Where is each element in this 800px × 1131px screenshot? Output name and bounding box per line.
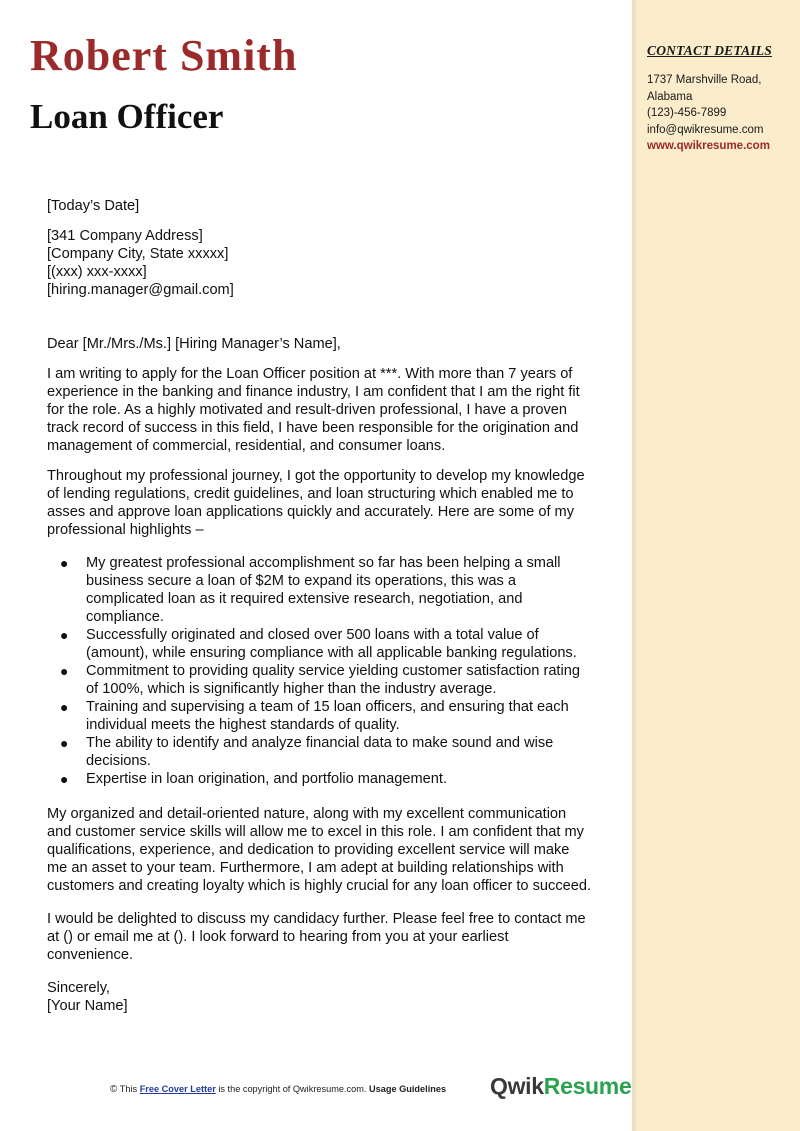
copyright-icon: © [110,1084,118,1095]
bullet-icon: ● [60,663,69,679]
list-item-text: Expertise in loan origination, and portfolio management. [86,771,448,787]
list-item-text: The ability to identify and analyze financial data to make sound and wise decisions. [86,735,554,769]
salutation: Dear [Mr./Mrs./Ms.] [Hiring Manager’s Name], [47,336,341,352]
bullet-icon: ● [60,627,69,643]
footer-prefix: This [119,1084,138,1094]
contact-phone: (123)-456-7899 [647,107,727,119]
list-item-text: Commitment to providing quality service yielding customer satisfaction rating of 100%, which is significantly higher than the industry average. [86,663,580,697]
sidebar-stripe [632,0,636,1131]
list-item-text: Training and supervising a team of 15 loan officers, and ensuring that each individual meets the highest standards of quality. [86,699,569,733]
list-item [47,626,592,662]
contact-website[interactable]: www.qwikresume.com [647,140,770,152]
recipient-block [47,227,592,299]
recipient-address: [341 Company Address] [47,228,203,244]
bullet-icon: ● [60,699,69,715]
contact-address-line2: Alabama [647,90,693,103]
paragraph-journey: Throughout my professional journey, I got the opportunity to develop my knowledge of lending regulations, credit guidelines, and loan structuring which enabled me to asses and approve loan applications quickly and accurately. Here are some of my professional highlights – [47,468,585,538]
usage-guidelines-link[interactable]: Usage Guidelines [368,1084,447,1094]
recipient-city: [Company City, State xxxxx] [47,246,229,262]
list-item [47,554,592,626]
paragraph-closing: I would be delighted to discuss my candidacy further. Please feel free to contact me at () or email me at (). I look forward to hearing from you at your earliest convenience. [47,911,586,963]
list-item-text: Successfully originated and closed over 500 loans with a total value of (amount), while ensuring compliance with all applicable banking regulations. [86,627,577,661]
contact-sidebar [632,0,800,1131]
job-title: Loan Officer [30,97,224,136]
list-item [47,698,592,734]
applicant-name: Robert Smith [30,31,298,80]
footer-copyright [110,1084,446,1095]
signature: [Your Name] [47,998,128,1014]
contact-details [647,72,797,155]
paragraph-qualities: My organized and detail-oriented nature, along with my excellent communication and customer service skills will allow me to excel in this role. I am confident that my qualifications, experience, and dedication to providing excellent service will make me an asset to your team. Furthermore, I am adept at building relationships with customers and creating loyalty which is highly crucial for any loan officer to succeed. [47,806,592,894]
list-item [47,662,592,698]
footer-middle: is the copyright of Qwikresume.com. [218,1084,367,1094]
paragraph-intro: I am writing to apply for the Loan Officer position at ***. With more than 7 years of experience in the banking and finance industry, I am confident that I am the right fit for the role. As a highly motivated and result-driven professional, I have a proven track record of success in this field, I have been responsible for the origination and management of commercial, residential, and consumer loans. [47,366,580,454]
logo-part-qwik: Qwik [490,1073,544,1099]
bullet-icon: ● [60,735,69,751]
contact-heading: CONTACT DETAILS [647,43,772,58]
logo-part-resume: Resume [543,1073,632,1099]
recipient-phone: [(xxx) xxx-xxxx] [47,264,147,280]
letter-date: [Today’s Date] [47,198,140,214]
closing: Sincerely, [47,980,110,996]
bullet-icon: ● [60,771,69,787]
list-item [47,770,592,788]
qwikresume-logo[interactable] [490,1073,631,1100]
letter-body [47,197,592,1015]
recipient-email: [hiring.manager@gmail.com] [47,282,234,298]
bullet-icon: ● [60,555,69,571]
highlights-list [47,554,592,788]
list-item [47,734,592,770]
contact-address-line1: 1737 Marshville Road, [647,74,762,86]
list-item-text: My greatest professional accomplishment so far has been helping a small business secure a loan of $2M to expand its operations, this was a complicated loan as it required extensive research, negotiation, and compliance. [86,555,561,625]
free-cover-letter-link[interactable]: Free Cover Letter [139,1084,216,1094]
contact-email[interactable]: info@qwikresume.com [647,123,764,136]
